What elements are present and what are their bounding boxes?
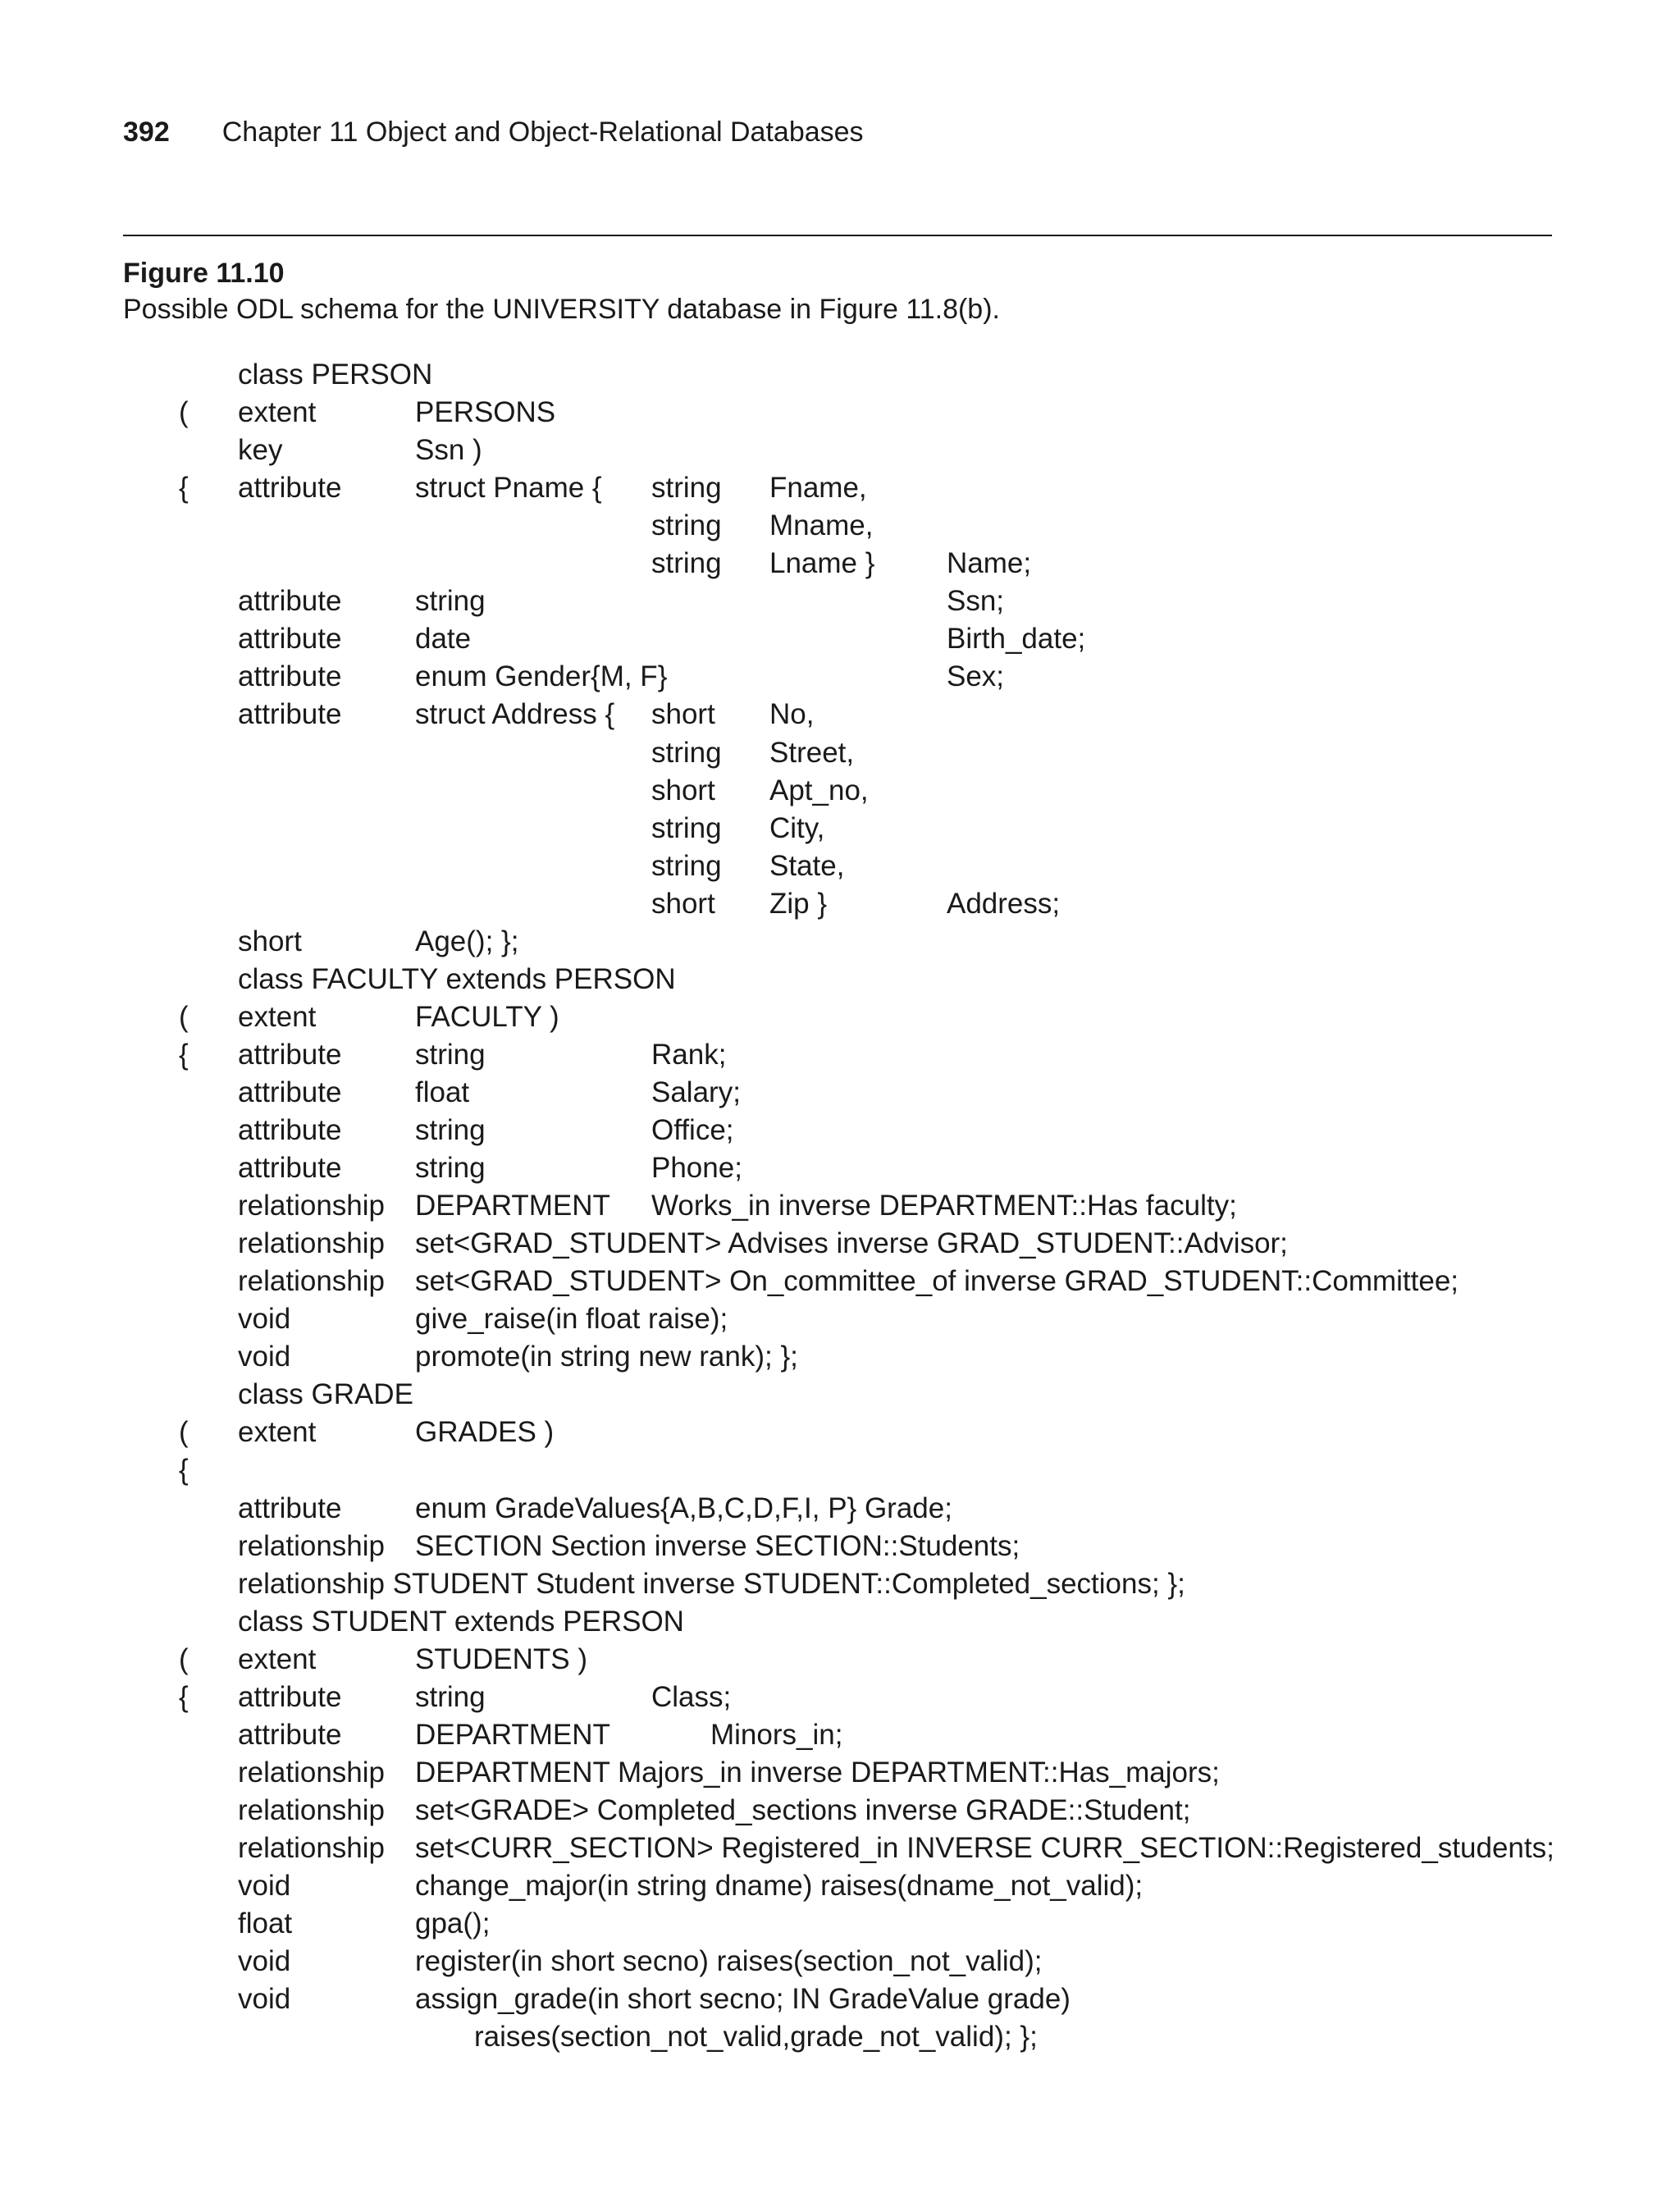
code-token: FACULTY ) xyxy=(415,1000,559,1033)
code-token: void xyxy=(238,1870,291,1902)
code-line xyxy=(0,1943,1680,1980)
code-token: PERSONS xyxy=(415,396,556,429)
code-token: ( xyxy=(179,1000,189,1033)
code-token: Name; xyxy=(947,547,1032,580)
code-line xyxy=(0,810,1680,847)
code-line xyxy=(0,1792,1680,1830)
header-rule xyxy=(123,235,1552,236)
code-token: Apt_no, xyxy=(769,774,869,806)
code-token: class STUDENT extends PERSON xyxy=(238,1605,684,1638)
code-line xyxy=(0,1414,1680,1451)
code-line xyxy=(0,1300,1680,1338)
code-line xyxy=(0,432,1680,469)
code-token: void xyxy=(238,1341,291,1373)
code-token: relationship xyxy=(238,1831,385,1864)
figure-caption: Possible ODL schema for the UNIVERSITY database in Figure 11.8(b). xyxy=(123,294,1000,325)
code-token: register(in short secno) raises(section_not_valid); xyxy=(415,1945,1043,1978)
code-token: Mname, xyxy=(769,509,874,542)
code-token: { xyxy=(179,1680,189,1713)
code-token: give_raise(in float raise); xyxy=(415,1303,728,1336)
code-token: class GRADE xyxy=(238,1378,413,1411)
code-line xyxy=(0,1338,1680,1376)
code-token: extent xyxy=(238,1642,317,1675)
code-token: { xyxy=(179,1038,189,1071)
code-line xyxy=(0,923,1680,961)
code-token: void xyxy=(238,1945,291,1978)
code-token: relationship STUDENT Student inverse STUDENT::Completed_sections; }; xyxy=(238,1567,1185,1600)
code-token: struct Address { xyxy=(415,698,615,731)
code-line xyxy=(0,998,1680,1036)
code-token: short xyxy=(651,774,715,806)
code-token: set<GRAD_STUDENT> Advises inverse GRAD_STUDENT::Advisor; xyxy=(415,1227,1288,1260)
code-line xyxy=(0,356,1680,394)
code-line xyxy=(0,2018,1680,2056)
code-line xyxy=(0,1074,1680,1112)
code-token: Minors_in; xyxy=(710,1718,843,1751)
code-token: City, xyxy=(769,811,825,844)
code-token: short xyxy=(651,698,715,731)
code-token: SECTION Section inverse SECTION::Students; xyxy=(415,1529,1020,1562)
code-token: STUDENTS ) xyxy=(415,1642,587,1675)
code-token: string xyxy=(651,472,722,505)
code-line xyxy=(0,1754,1680,1792)
code-token: key xyxy=(238,434,283,467)
code-token: string xyxy=(415,585,486,618)
code-token: attribute xyxy=(238,1076,342,1108)
code-token: string xyxy=(651,811,722,844)
code-token: Ssn; xyxy=(947,585,1005,618)
code-token: Phone; xyxy=(651,1152,742,1185)
code-token: relationship xyxy=(238,1265,385,1298)
code-token: No, xyxy=(769,698,815,731)
code-token: set<GRAD_STUDENT> On_committee_of inverse GRAD_STUDENT::Committee; xyxy=(415,1265,1459,1298)
code-token: assign_grade(in short secno; IN GradeValue grade) xyxy=(415,1983,1071,2016)
code-line xyxy=(0,885,1680,923)
code-token: float xyxy=(238,1907,293,1940)
code-token: Street, xyxy=(769,736,855,769)
code-token: relationship xyxy=(238,1756,385,1789)
code-line xyxy=(0,1980,1680,2018)
code-token: Zip } xyxy=(769,887,828,920)
code-token: Address; xyxy=(947,887,1061,920)
code-line xyxy=(0,1603,1680,1641)
code-line xyxy=(0,658,1680,696)
code-token: Ssn ) xyxy=(415,434,482,467)
code-token: attribute xyxy=(238,623,342,656)
code-line xyxy=(0,1867,1680,1905)
code-line xyxy=(0,1528,1680,1565)
code-token: ( xyxy=(179,1416,189,1449)
code-token: string xyxy=(415,1680,486,1713)
code-token: extent xyxy=(238,1416,317,1449)
code-token: void xyxy=(238,1983,291,2016)
code-line xyxy=(0,847,1680,885)
code-token: extent xyxy=(238,1000,317,1033)
code-token: attribute xyxy=(238,1114,342,1146)
code-line xyxy=(0,1451,1680,1489)
code-line xyxy=(0,1036,1680,1074)
code-token: attribute xyxy=(238,660,342,693)
code-token: string xyxy=(415,1152,486,1185)
code-token: ( xyxy=(179,1642,189,1675)
code-line xyxy=(0,507,1680,545)
code-token: short xyxy=(238,925,302,957)
code-token: DEPARTMENT xyxy=(415,1718,610,1751)
code-line xyxy=(0,1187,1680,1225)
code-line xyxy=(0,1149,1680,1187)
code-token: enum Gender{M, F} xyxy=(415,660,668,693)
code-line xyxy=(0,469,1680,507)
code-token: Class; xyxy=(651,1680,732,1713)
code-token: string xyxy=(651,509,722,542)
code-token: relationship xyxy=(238,1529,385,1562)
code-token: Works_in inverse DEPARTMENT::Has faculty; xyxy=(651,1190,1237,1222)
code-token: Rank; xyxy=(651,1038,727,1071)
code-token: extent xyxy=(238,396,317,429)
code-token: attribute xyxy=(238,1718,342,1751)
code-token: promote(in string new rank); }; xyxy=(415,1341,798,1373)
page-number: 392 xyxy=(123,116,170,148)
code-token: Sex; xyxy=(947,660,1005,693)
code-token: relationship xyxy=(238,1190,385,1222)
code-line xyxy=(0,1905,1680,1943)
code-line xyxy=(0,620,1680,658)
code-line xyxy=(0,582,1680,620)
code-line xyxy=(0,1225,1680,1263)
code-token: set<CURR_SECTION> Registered_in INVERSE CURR_SECTION::Registered_students; xyxy=(415,1831,1554,1864)
code-token: string xyxy=(651,547,722,580)
code-line xyxy=(0,394,1680,432)
code-token: attribute xyxy=(238,472,342,505)
code-token: Lname } xyxy=(769,547,875,580)
code-token: ( xyxy=(179,396,189,429)
code-token: attribute xyxy=(238,1492,342,1524)
code-token: Salary; xyxy=(651,1076,741,1108)
code-line xyxy=(0,961,1680,998)
code-token: attribute xyxy=(238,585,342,618)
code-token: GRADES ) xyxy=(415,1416,555,1449)
code-line xyxy=(0,1679,1680,1716)
code-line xyxy=(0,734,1680,772)
code-line xyxy=(0,1716,1680,1754)
code-line xyxy=(0,545,1680,582)
code-token: float xyxy=(415,1076,470,1108)
code-continuation: raises(section_not_valid,grade_not_valid); }; xyxy=(474,2021,1038,2054)
code-token: string xyxy=(651,849,722,882)
code-token: { xyxy=(179,1454,189,1487)
code-token: gpa(); xyxy=(415,1907,491,1940)
code-line xyxy=(0,1376,1680,1414)
code-line xyxy=(0,1830,1680,1867)
code-token: set<GRADE> Completed_sections inverse GRADE::Student; xyxy=(415,1793,1191,1826)
code-token: Age(); }; xyxy=(415,925,519,957)
code-token: change_major(in string dname) raises(dname_not_valid); xyxy=(415,1870,1144,1902)
code-token: attribute xyxy=(238,1152,342,1185)
code-token: attribute xyxy=(238,1680,342,1713)
code-token: string xyxy=(651,736,722,769)
code-token: string xyxy=(415,1038,486,1071)
code-token: struct Pname { xyxy=(415,472,602,505)
code-token: attribute xyxy=(238,1038,342,1071)
code-token: relationship xyxy=(238,1227,385,1260)
code-token: attribute xyxy=(238,698,342,731)
code-token: Office; xyxy=(651,1114,734,1146)
code-line xyxy=(0,1641,1680,1679)
code-token: enum GradeValues{A,B,C,D,F,I, P} Grade; xyxy=(415,1492,952,1524)
code-token: { xyxy=(179,472,189,505)
code-line xyxy=(0,696,1680,733)
code-token: DEPARTMENT xyxy=(415,1190,610,1222)
code-line xyxy=(0,1490,1680,1528)
code-token: class PERSON xyxy=(238,359,433,391)
code-token: void xyxy=(238,1303,291,1336)
code-token: class FACULTY extends PERSON xyxy=(238,962,676,995)
code-line xyxy=(0,1565,1680,1603)
running-header xyxy=(123,116,864,148)
code-line xyxy=(0,1263,1680,1300)
code-line xyxy=(0,772,1680,810)
figure-label: Figure 11.10 xyxy=(123,258,285,289)
code-token: short xyxy=(651,887,715,920)
code-token: date xyxy=(415,623,472,656)
code-token: Birth_date; xyxy=(947,623,1086,656)
code-token: string xyxy=(415,1114,486,1146)
code-line xyxy=(0,1112,1680,1149)
code-token: DEPARTMENT Majors_in inverse DEPARTMENT::Has_majors; xyxy=(415,1756,1220,1789)
chapter-title: Chapter 11 Object and Object-Relational Databases xyxy=(221,116,864,148)
code-token: Fname, xyxy=(769,472,867,505)
code-token: relationship xyxy=(238,1793,385,1826)
code-token: State, xyxy=(769,849,845,882)
